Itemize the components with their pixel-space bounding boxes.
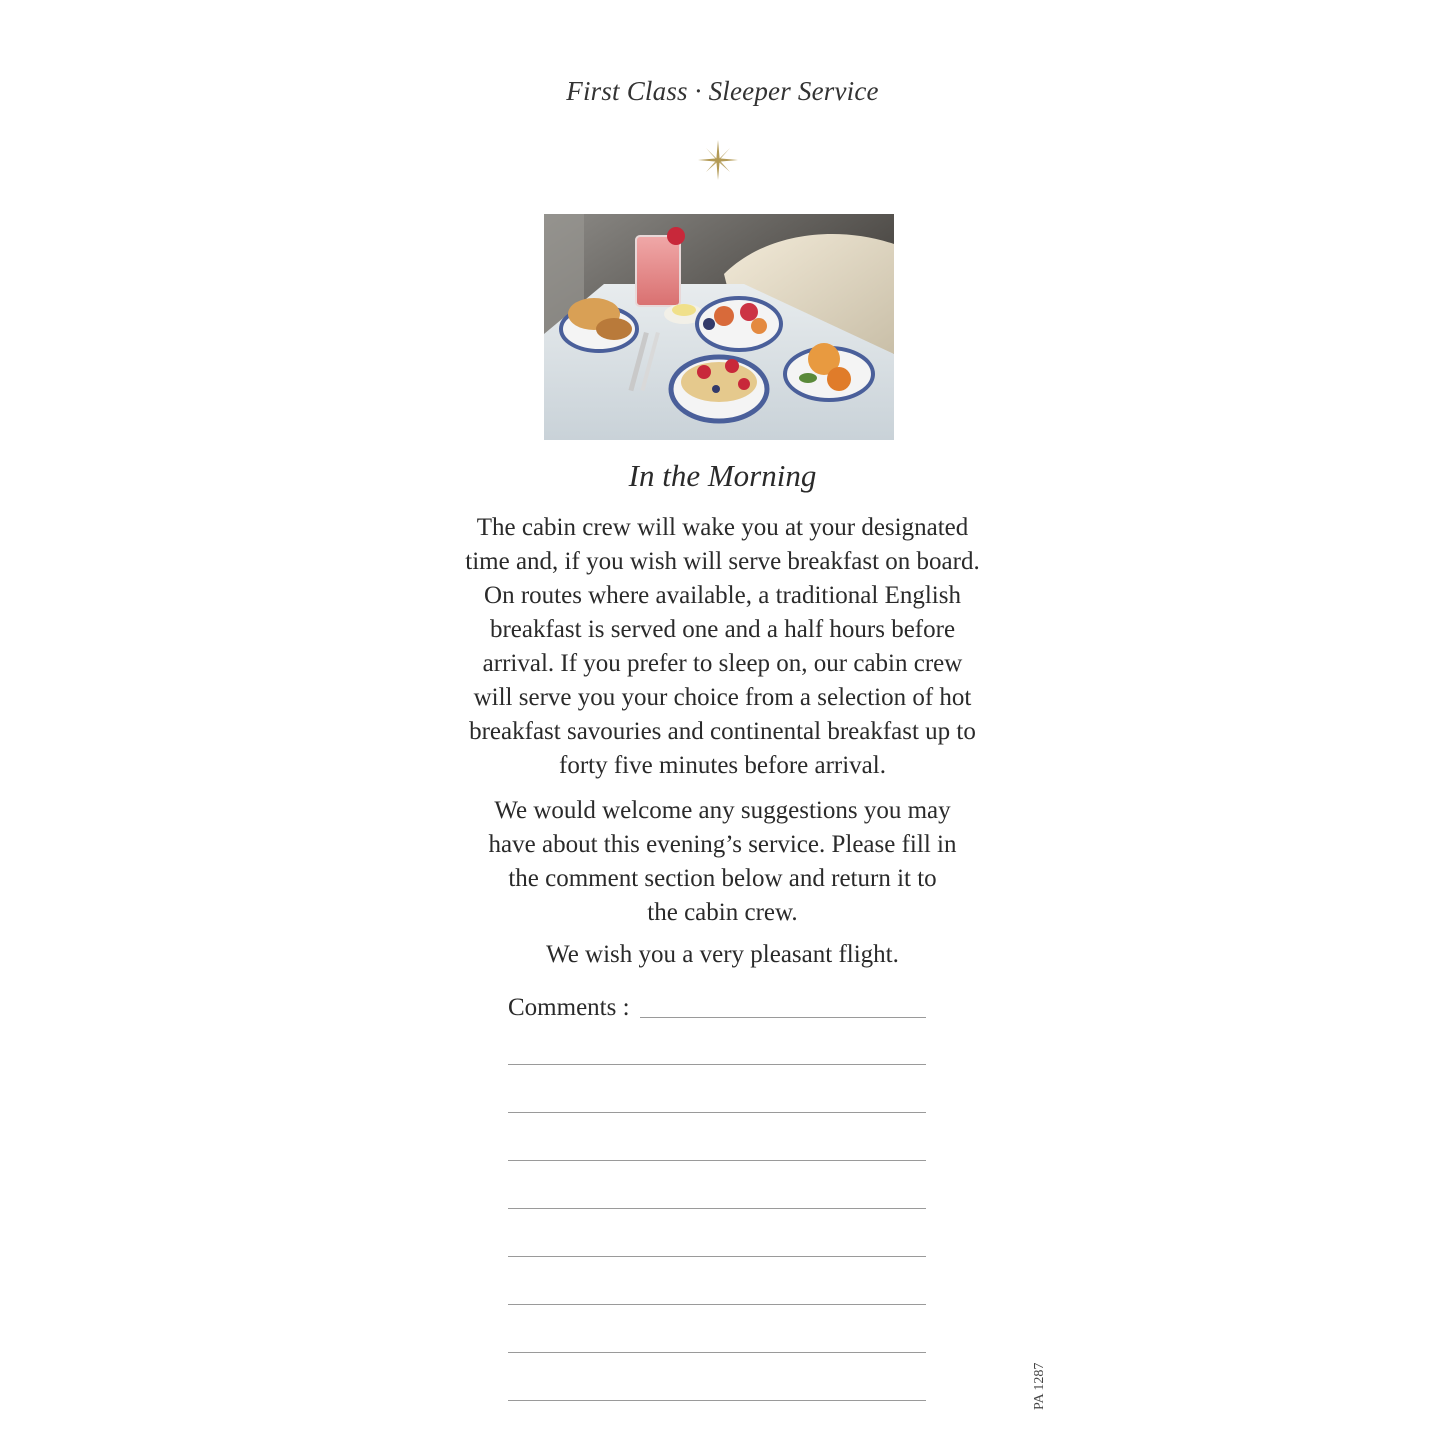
text-line: On routes where available, a traditional English [484,582,961,609]
comment-line[interactable] [508,1256,926,1257]
text-line: the comment section below and return it to [508,865,937,892]
text-line: The cabin crew will wake you at your designated [476,514,969,541]
text-line: We wish you a very pleasant flight. [546,941,899,968]
comment-line[interactable] [508,1064,926,1065]
comment-line[interactable] [640,1017,926,1018]
text-line: breakfast savouries and continental breakfast up to [469,718,976,745]
breakfast-photo [544,214,894,440]
document-code: PA 1287 [1032,1362,1047,1410]
service-title: First Class · Sleeper Service [566,76,879,106]
text-line: will serve you your choice from a selection of hot [473,684,972,711]
section-title: In the Morning [628,458,817,493]
text-line: the cabin crew. [647,899,798,926]
suggestions-paragraph [0,794,1445,930]
comments-label: Comments : [508,994,630,1021]
text-line: time and, if you wish will serve breakfast on board. [465,548,980,575]
comment-line[interactable] [508,1112,926,1113]
comment-line[interactable] [508,1400,926,1401]
text-line: We would welcome any suggestions you may [494,797,951,824]
text-line: arrival. If you prefer to sleep on, our cabin crew [482,650,963,677]
comment-line[interactable] [508,1352,926,1353]
closing-line [0,938,1445,972]
text-line: have about this evening’s service. Please fill in [488,831,957,858]
comment-line[interactable] [508,1304,926,1305]
text-line: breakfast is served one and a half hours before [489,616,956,643]
comment-line[interactable] [508,1160,926,1161]
star-ornament-icon [698,140,738,180]
comment-line[interactable] [508,1208,926,1209]
intro-paragraph [0,511,1445,783]
text-line: forty five minutes before arrival. [559,752,886,779]
